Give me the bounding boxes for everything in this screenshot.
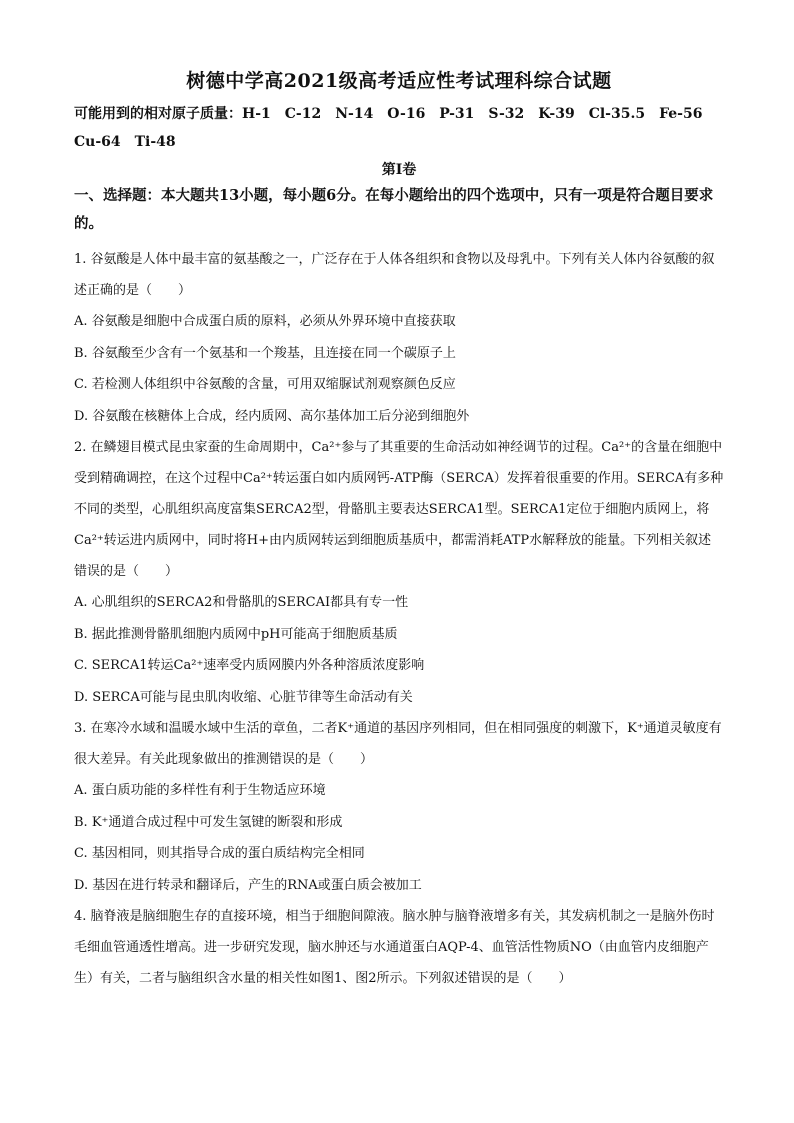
option-b: B. K⁺通道合成过程中可发生氢键的断裂和形成 <box>74 814 343 830</box>
question-4 <box>74 901 724 994</box>
exam-page <box>74 66 724 994</box>
exam-title: 树德中学高2021级高考适应性考试理科综合试题 <box>186 70 612 92</box>
option-d: D. SERCA可能与昆虫肌肉收缩、心脏节律等生命活动有关 <box>74 689 413 705</box>
question-stem: 1. 谷氨酸是人体中最丰富的氨基酸之一，广泛存在于人体各组织和食物以及母乳中。下列有关人体内谷氨酸的叙述正确的是（ ） <box>74 252 715 298</box>
option-b: B. 谷氨酸至少含有一个氨基和一个羧基，且连接在同一个碳原子上 <box>74 345 456 361</box>
option-c: C. 若检测人体组织中谷氨酸的含量，可用双缩脲试剂观察颜色反应 <box>74 377 456 392</box>
question-stem: 4. 脑脊液是脑细胞生存的直接环境，相当于细胞间隙液。脑水肿与脑脊液增多有关，其发病机制之一是脑外伤时毛细血管通透性增高。进一步研究发现，脑水肿还与水通道蛋白AQP-4、血管活性物质NO（由血管内皮细胞产生）有关，二者与脑组织含水量的相关性如图1、图2所示。下列叙述错误的是（ ） <box>74 909 715 986</box>
option-d: D. 谷氨酸在核糖体上合成，经内质网、高尔基体加工后分泌到细胞外 <box>74 408 470 424</box>
question-stem: 2. 在鳞翅目模式昆虫家蚕的生命周期中，Ca²⁺参与了其重要的生命活动如神经调节的过程。Ca²⁺的含量在细胞中受到精确调控，在这个过程中Ca²⁺转运蛋白如内质网钙-ATP酶（SERCA）发挥着很重要的作用。SERCA有多种不同的类型，心肌组织高度富集SERCA2型，骨骼肌主要表达SERCA1型。SERCA1定位于细胞内质网上，将Ca²⁺转运进内质网中，同时将H+由内质网转运到细胞质基质中，都需消耗ATP水解释放的能量。下列相关叙述错误的是（ ） <box>74 440 724 579</box>
question-3 <box>74 713 724 901</box>
option-c: C. 基因相同，则其指导合成的蛋白质结构完全相同 <box>74 846 365 861</box>
volume-heading: 第Ⅰ卷 <box>381 162 417 178</box>
option-a: A. 蛋白质功能的多样性有利于生物适应环境 <box>74 783 326 798</box>
question-1 <box>74 244 724 432</box>
option-a: A. 谷氨酸是细胞中合成蛋白质的原料，必须从外界环境中直接获取 <box>74 314 456 329</box>
atomic-masses: 可能用到的相对原子质量：H-1 C-12 N-14 O-16 P-31 S-32 K-39 Cl-35.5 Fe-56 Cu-64 Ti-48 <box>74 106 703 150</box>
option-b: B. 据此推测骨骼肌细胞内质网中pH可能高于细胞质基质 <box>74 626 398 642</box>
option-c: C. SERCA1转运Ca²⁺速率受内质网膜内外各种溶质浓度影响 <box>74 658 425 673</box>
question-2 <box>74 432 724 713</box>
question-stem: 3. 在寒冷水域和温暖水域中生活的章鱼，二者K⁺通道的基因序列相同，但在相同强度的刺激下，K⁺通道灵敏度有很大差异。有关此现象做出的推测错误的是（ ） <box>74 721 722 767</box>
option-a: A. 心肌组织的SERCA2和骨骼肌的SERCAI都具有专一性 <box>74 595 409 610</box>
option-d: D. 基因在进行转录和翻译后，产生的RNA或蛋白质会被加工 <box>74 877 422 893</box>
section-heading: 一、选择题：本大题共13小题，每小题6分。在每小题给出的四个选项中，只有一项是符合题目要求的。 <box>74 187 714 232</box>
